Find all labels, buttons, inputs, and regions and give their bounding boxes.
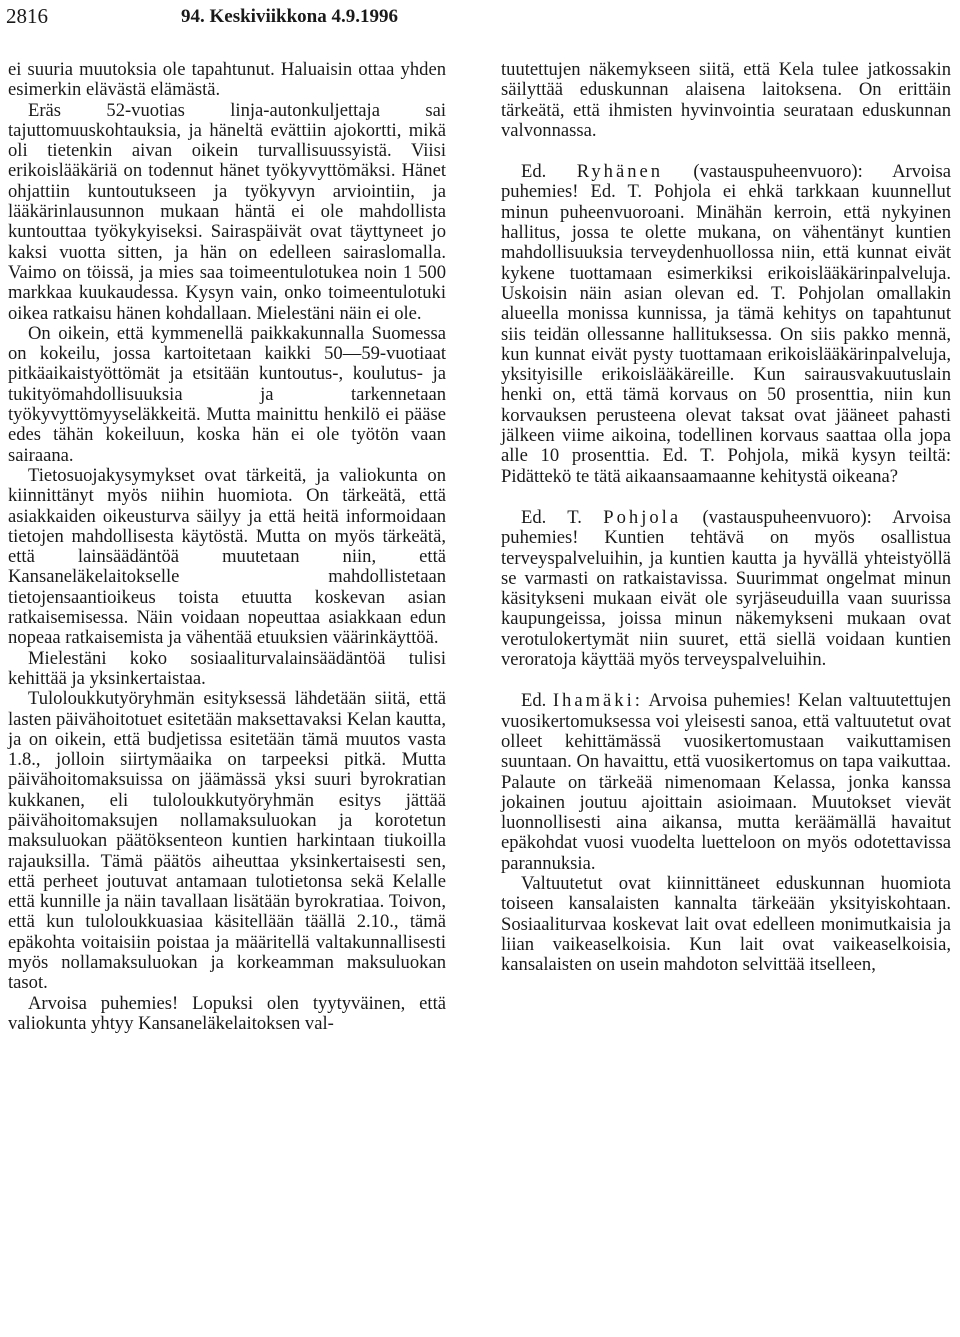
paragraph: Arvoisa puhemies! Lopuksi olen tyytyväinen, että valiokunta yhtyy Kansaneläkelaitoksen val- bbox=[8, 992, 446, 1034]
paragraph: Eräs 52-vuotias linja-autonkuljettaja sai tajuttomuuskohtauksia, ja häneltä evättiin ajokortti, mikä oli tietenkin aivan oikein turvallisuussyistä. Viisi erikoislääkäriä on todennut hänet työkyvyttömäksi. Hänet ohjattiin kuntoutukseen ja työkyvyn arviointiin, ja lääkärinlausunnon mukaan häntä ei ole mahdollista kuntouttaa työkykyiseksi. Sairaspäivät ovat täyttyneet jo kaksi vuotta sitten, ja hän on edelleen sairaslomalla. Vaimo on töissä, ja mies saa toimeentulotukea noin 1 500 markkaa kuukaudessa. Kysyn vain, onko toimeentulotuki oikea ratkaisu hänen kohdallaan. Mielestäni näin ei ole. bbox=[8, 99, 446, 324]
speech-ihamaki bbox=[501, 691, 951, 874]
speaker-name: Pohjola bbox=[603, 506, 682, 528]
speech-text: Arvoisa puhemies! Kelan valtuutettujen vuosikertomuksessa voi yleisesti sanoa, että valtuutetut ovat olleet kehittämässä vuosikertomustaan vaikuttamisen suuntaan. On havaittu, että vuosikertomus on tapa vaikuttaa. Palaute on tärkeää nimenomaan Kelassa, jonka kanssa jokainen joutuu ajoittain asioimaan. Muutokset vievät luonnollisesti aina aikansa, mutta keräämällä havaitut epäkohdat vuosi vuodelta luetteloon on myös odotettavissa parannuksia. bbox=[501, 690, 951, 874]
speaker-prefix: Ed. bbox=[521, 161, 547, 183]
paragraph: On oikein, että kymmenellä paikkakunnalla Suomessa on kokeilu, jossa kartoitetaan kaikki 50—59-vuotiaat pitkäaikaistyöttömät ja etsitään kuntoutus-, koulutus- ja tukityömahdollisuuksia ja tarkennetaan työkyvyttömyyseläkkeitä. Mutta mainittu henkilö ei pääse edes tähän kokeiluun, koska hän ei ole työtön vaan sairaana. bbox=[8, 322, 446, 466]
paragraph: tuutettujen näkemykseen siitä, että Kela tulee jatkossakin säilyttää eduskunnan alaisena laitoksena. On erittäin tärkeätä, että ihmisten hyvinvointia seurataan eduskunnan valvonnassa. bbox=[501, 59, 951, 141]
speaker-name: Ihamäki: bbox=[552, 690, 643, 712]
paragraph: Tuloloukkutyöryhmän esityksessä lähdetään siitä, että lasten päivähoitotuet esitetään maksettavaksi Kelan kautta, ja on oikein, että budjetissa esitetään tämä muutos vasta 1.8., jolloin siirtymäaika on tarpeeksi pitkä. Mutta päivähoitomaksuissa on jäämässä yksi suuri byrokratian kukkanen, eli tuloloukkutyöryhmän esitys jättää päivähoitomaksujen nollamaksuluokan ja korotetun maksuluokan päätöksenteon kuntien harkintaan tiukoilla rajauksilla. Tämä päätös aiheuttaa yksinkertaisesti sen, että perheet joutuvat antamaan tulotietonsa sekä Kelalle että kunnille ja näin tavallaan lisätään byrokratiaa. Toivon, että kun tuloloukkuasiaa käsitellään täällä 2.10., tämä epäkohta voitaisiin poistaa ja määritellä valtakunnallisesti myös nollamaksuluokan ja korkeamman maksuluokan tasot. bbox=[8, 688, 446, 994]
speaker-prefix: Ed. T. bbox=[521, 506, 582, 528]
page-number: 2816 bbox=[6, 4, 48, 28]
speech-ryhanen bbox=[501, 162, 951, 487]
session-title: 94. Keskiviikkona 4.9.1996 bbox=[181, 6, 398, 27]
right-column bbox=[501, 60, 951, 975]
page-header bbox=[6, 4, 954, 34]
paragraph: Tietosuojakysymykset ovat tärkeitä, ja valiokunta on kiinnittänyt myös niihin huomiota. On tärkeätä, että asiakkaiden oikeusturva säilyy ja että heitä informoidaan tietojen mahdollisesta käytöstä. Mutta on myös tärkeätä, että lainsäädäntöä muutetaan niin, että Kansaneläkelaitokselle mahdollistetaan tietojensaantioikeus toista etuutta koskevan asian ratkaisemisessa. Näin voidaan nopeuttaa asiakkaan edun nopeaa ratkaisemista ja vähentää etuuksien väärinkäyttöä. bbox=[8, 464, 446, 649]
paragraph: ei suuria muutoksia ole tapahtunut. Haluaisin ottaa yhden esimerkin elävästä elämästä. bbox=[8, 59, 446, 101]
speech-pohjola bbox=[501, 508, 951, 670]
paragraph: Valtuutetut ovat kiinnittäneet eduskunnan huomiota toiseen kansalaisten kannalta tärkeään yksityiskohtaan. Sosiaaliturvaa koskevat lait ovat edelleen monimutkaisia ja liian vaikeaselkoisia. Kun lait ovat vaikeaselkoisia, kansalaisten on usein mahdoton selvittää itselleen, bbox=[501, 872, 951, 976]
left-column bbox=[8, 60, 446, 1034]
speaker-prefix: Ed. bbox=[521, 690, 547, 712]
speaker-name: Ryhänen bbox=[576, 161, 664, 183]
speech-text: (vastauspuheenvuoro): Arvoisa puhemies! Kuntien tehtävä on myös osallistua terveyspalveluihin, ja kuntien kautta ja hyvällä yhteistyöllä se varmasti on ratkaistavissa. Suurimmat ongelmat minun käsitykseni mukaan eivät ole syrjäseuduilla vaan suurissa kaupungeissa, joissa minun näkemykseni mukaan ovat verotulokertymät niin suuret, että siellä voidaan kuntien veroratoja käyttää myös terveyspalveluihin. bbox=[501, 506, 951, 671]
speech-text: (vastauspuheenvuoro): Arvoisa puhemies! Ed. T. Pohjola ei ehkä tarkkaan kuunnellut minun puheenvuoroani. Minähän kerroin, että nykyinen hallitus, jossa te olette mukana, on vähentänyt kuntien mahdollisuuksia terveydenhuollossa niin, että kunnat eivät kykene tuottamaan esimerkiksi erikoislääkärinpalveluja. Uskoisin näin asian olevan ed. T. Pohjolan omallakin alueella monissa kunnissa, ja tämä kehitys on tapahtunut siis teidän ollessanne hallituksessa. On siis pakko mennä, kun kunnat eivät pysty tuottamaan erikoislääkärinpalveluja, yksityisille erikoislääkäreille. Kun sairausvakuutuslain henki on, että tämä korvaus on 50 prosenttia, niin kun korvauksen perusteena olevat taksat ovat jääneet pahasti jälkeen viime aikoina, todellinen korvaus saattaa olla jopa alle 10 prosenttia. Ed. T. Pohjola, mikä kysyn teiltä: Pidättekö te tätä aikaansaamaanne kehitystä oikeana? bbox=[501, 161, 951, 487]
paragraph: Mielestäni koko sosiaaliturvalainsäädäntöä tulisi kehittää ja yksinkertaistaa. bbox=[8, 647, 446, 689]
